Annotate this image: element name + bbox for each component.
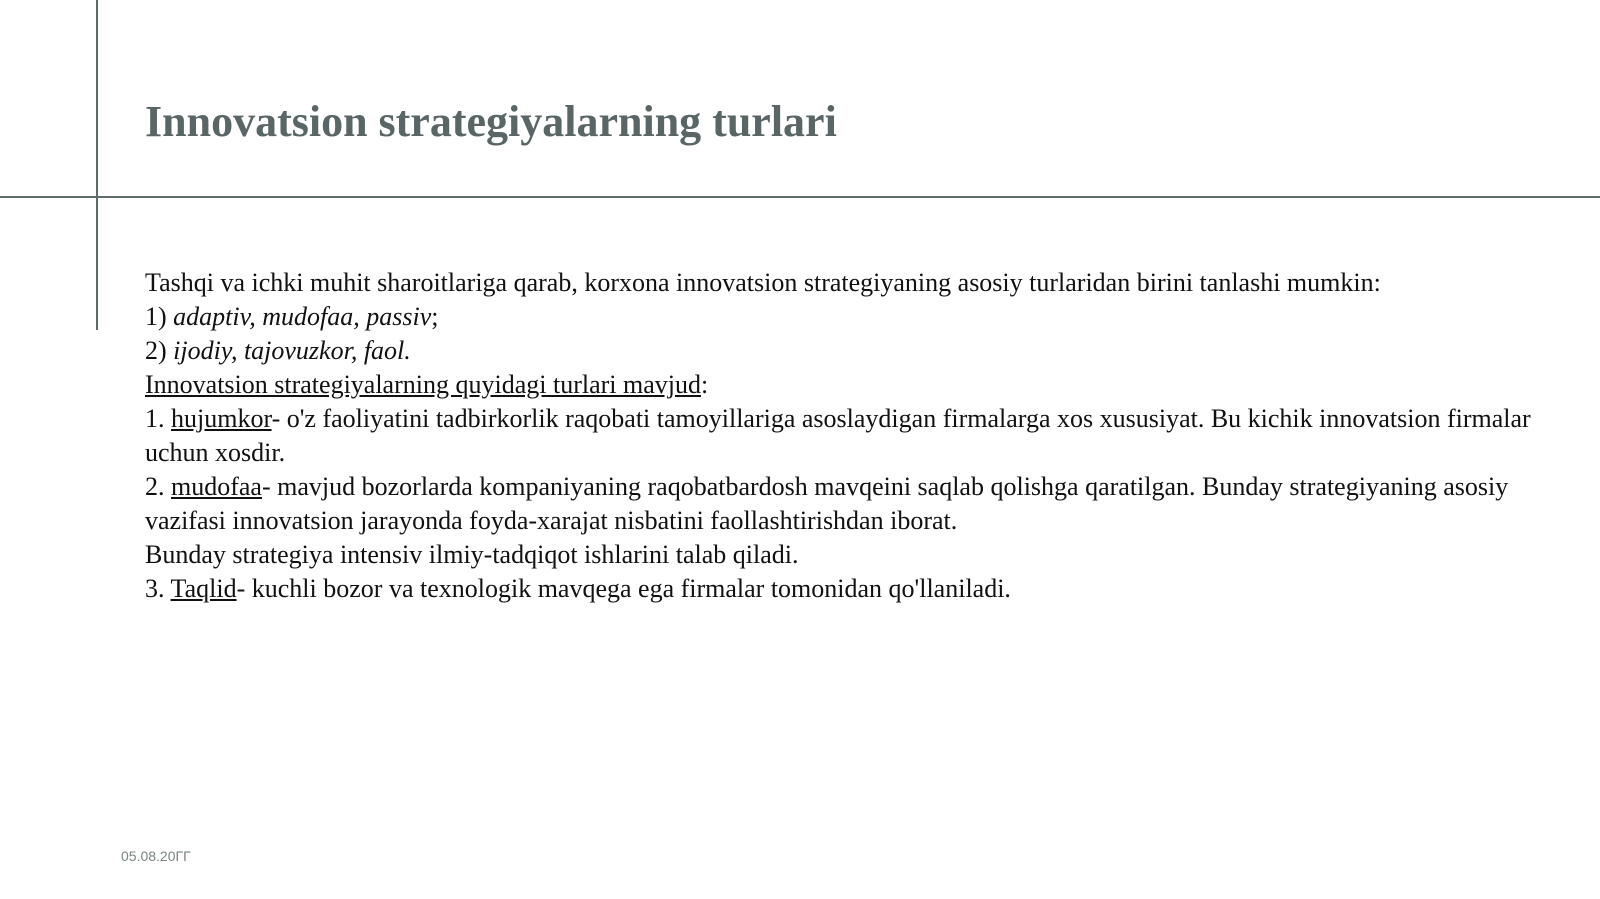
type-1-description: - o'z faoliyatini tadbirkorlik raqobati tamoyillariga asoslaydigan firmalarga xos xususiyat. Bu kichik innovatsion firmalar uchun xosdir.	[145, 404, 1531, 467]
type-item-3	[145, 572, 1565, 606]
type-item-2	[145, 470, 1565, 538]
intro-paragraph: Tashqi va ichki muhit sharoitlariga qarab, korxona innovatsion strategiyaning asosiy turlaridan birini tanlashi mumkin:	[145, 268, 1381, 297]
type-3-term: Taqlid	[170, 574, 237, 603]
option-1-end: ;	[431, 302, 439, 331]
vertical-rule	[96, 0, 98, 330]
types-heading-text: Innovatsion strategiyalarning quyidagi turlari mavjud	[145, 370, 701, 399]
type-2-term: mudofaa	[171, 472, 262, 501]
type-3-number: 3.	[145, 574, 171, 603]
type-2-number: 2.	[145, 472, 171, 501]
types-heading-end: :	[700, 370, 709, 399]
slide-body	[145, 266, 1565, 606]
footer-date: 05.08.20ГГ	[121, 848, 191, 864]
type-1-term: hujumkor	[171, 404, 272, 433]
types-heading	[145, 368, 1565, 402]
option-2	[145, 334, 1565, 368]
horizontal-rule	[0, 196, 1600, 198]
option-2-number: 2)	[145, 336, 174, 365]
type-3-description: - kuchli bozor va texnologik mavqega ega firmalar tomonidan qo'llaniladi.	[236, 574, 1011, 603]
slide-title: Innovatsion strategiyalarning turlari	[145, 97, 837, 146]
option-1-text: adaptiv, mudofaa, passiv	[173, 302, 432, 331]
type-item-1	[145, 402, 1565, 470]
type-1-number: 1.	[145, 404, 171, 433]
extra-line: Bunday strategiya intensiv ilmiy-tadqiqot ishlarini talab qiladi.	[145, 540, 799, 569]
option-1-number: 1)	[145, 302, 174, 331]
type-2-description: - mavjud bozorlarda kompaniyaning raqobatbardosh mavqeini saqlab qolishga qaratilgan. Bunday strategiyaning asosiy vazifasi innovatsion jarayonda foyda-xarajat nisbatini faollashtirishdan iborat.	[145, 472, 1509, 535]
option-1	[145, 300, 1565, 334]
option-2-text: ijodiy, tajovuzkor, faol.	[173, 336, 411, 365]
